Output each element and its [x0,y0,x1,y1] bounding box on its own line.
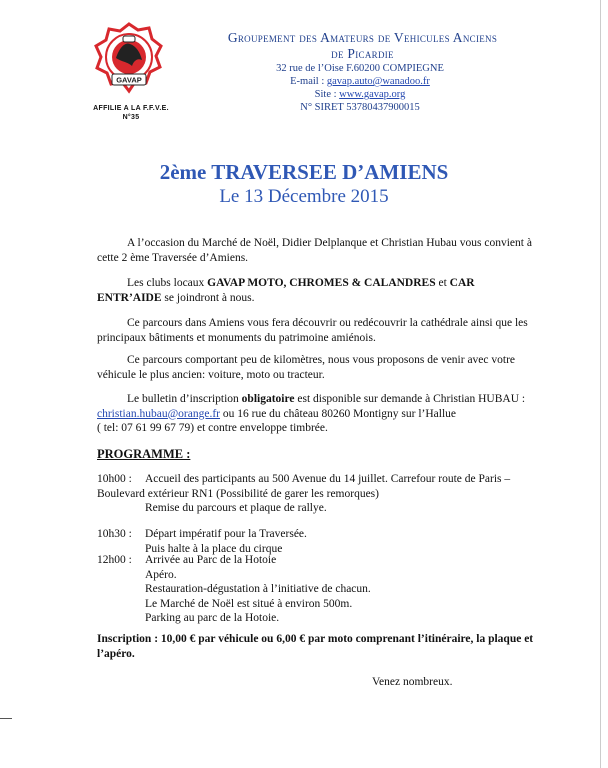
email-link[interactable]: gavap.auto@wanadoo.fr [326,76,430,87]
site-link[interactable]: www.gavap.org [339,89,406,100]
intro-paragraph: A l’occasion du Marché de Noël, Didier Delplanque et Christian Hubau vous convient à cette 2 ème Traversée d’Amiens. [97,237,532,264]
page-edge [600,0,601,768]
closing-line: Venez nombreux. [372,676,453,688]
page-title: 2ème TRAVERSEE D’AMIENS [159,160,449,184]
event-date: Le 13 Décembre 2015 [219,186,389,207]
contact-email-link[interactable]: christian.hubau@orange.fr [97,407,220,420]
logo-text: GAVAP [116,75,142,85]
scan-mark [0,718,12,719]
gavap-logo [94,22,164,96]
programme-item: 10h30 : Départ impératif pour la Traversée. Puis halte à la place du cirque [97,528,307,555]
registration-paragraph: Le bulletin d’inscription obligatoire est disponible sur demande à Christian HUBAU : christian.hubau@orange.fr ou 16 rue du château 80260 Montigny sur l’Hallue ( tel: 07 61 99 67 79) et contre enveloppe timbrée. [97,393,526,434]
affiliation-text: AFFILIE A LA F.F.V.E. N°35 [93,105,169,121]
address: 32 rue de l’Oise F.60200 COMPIEGNE [276,63,444,74]
vehicle-paragraph: Ce parcours comportant peu de kilomètres, nous vous proposons de venir avec votre véhicule le plus ancien: voiture, moto ou tracteur. [97,354,516,381]
clubs-paragraph: Les clubs locaux GAVAP MOTO, CHROMES & CALANDRES et CAR ENTR’AIDE se joindront à nous. [97,277,475,304]
organization-contact: 32 rue de l’Oise F.60200 COMPIEGNE E-mail : gavap.auto@wanadoo.fr Site : www.gavap.org N° SIRET 53780437900015 [230,62,490,114]
programme-item: 10h00 : Accueil des participants au 500 Avenue du 14 juillet. Carrefour route de Paris – Boulevard extérieur RN1 (Possibilité de garer les remorques) Remise du parcours et plaque de rallye. [97,473,511,514]
organization-name: Groupement des Amateurs de Vehicules Anciens de Picardie [227,30,498,61]
programme-item: 12h00 : Arrivée au Parc de la Hotoie Apéro. Restauration-dégustation à l’initiative de chacun. Le Marché de Noël est situé à environ 500m. Parking au parc de la Hotoie. [97,554,371,624]
route-paragraph: Ce parcours dans Amiens vous fera découvrir ou redécouvrir la cathédrale ainsi que les principaux bâtiments et monuments du patrimoine amiénois. [97,317,528,344]
inscription-price: Inscription : 10,00 € par véhicule ou 6,00 € par moto comprenant l’itinéraire, la plaque et l’apéro. [97,633,534,660]
siret: N° SIRET 53780437900015 [300,102,420,113]
programme-heading: PROGRAMME : [97,447,191,461]
